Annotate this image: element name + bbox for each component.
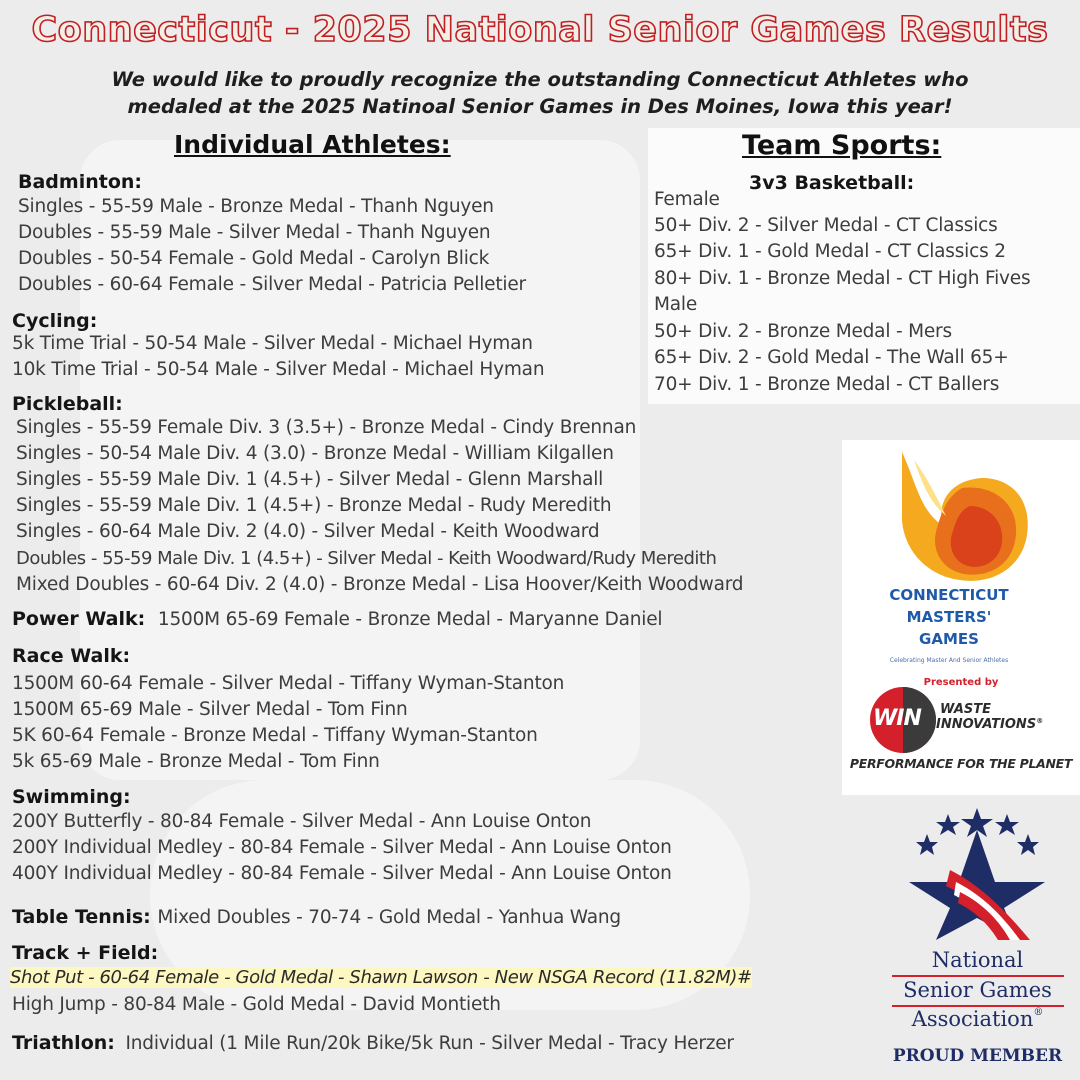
list-item: High Jump - 80-84 Male - Gold Medal - David Montieth [12,994,501,1015]
team-sports-header: Team Sports: [742,130,942,161]
list-item: Singles - 50-54 Male Div. 4 (3.0) - Bronze Medal - William Kilgallen [16,443,614,464]
ctmg-line1: CONNECTICUT [889,586,1009,604]
page-title: Connecticut - 2025 National Senior Games Results [31,10,1049,50]
swimming-label: Swimming: [12,786,131,808]
individual-athletes-header: Individual Athletes: [174,130,451,159]
nsga-logo [880,800,1075,1075]
list-item: 65+ Div. 1 - Gold Medal - CT Classics 2 [654,241,1006,262]
table-tennis-value: Mixed Doubles - 70-74 - Gold Medal - Yanhua Wang [157,907,621,928]
list-item: Doubles - 60-64 Female - Silver Medal - Patricia Pelletier [18,274,526,295]
list-item: 400Y Individual Medley - 80-84 Female - Silver Medal - Ann Louise Onton [12,863,672,884]
team-group-female: Female [654,189,720,210]
list-item: Doubles - 55-59 Male Div. 1 (4.5+) - Silver Medal - Keith Woodward/Rudy Meredith [16,548,717,569]
list-item: Shot Put - 60-64 Female - Gold Medal - Shawn Lawson - New NSGA Record (11.82M)# [10,967,752,988]
list-item: 1500M 65-69 Male - Silver Medal - Tom Finn [12,699,408,720]
list-item: Singles - 55-59 Male Div. 1 (4.5+) - Silver Medal - Glenn Marshall [16,469,604,490]
list-item: 1500M 60-64 Female - Silver Medal - Tiffany Wyman-Stanton [12,673,565,694]
list-item: Singles - 55-59 Male Div. 1 (4.5+) - Bronze Medal - Rudy Meredith [16,495,612,516]
triathlon-value: Individual (1 Mile Run/20k Bike/5k Run - Silver Medal - Tracy Herzer [125,1033,734,1054]
list-item: 70+ Div. 1 - Bronze Medal - CT Ballers [654,374,1000,395]
nsga-divider [892,975,1064,977]
list-item: Singles - 55-59 Female Div. 3 (3.5+) - Bronze Medal - Cindy Brennan [16,417,637,438]
list-item: 5K 60-64 Female - Bronze Medal - Tiffany Wyman-Stanton [12,725,538,746]
list-item: 65+ Div. 2 - Gold Medal - The Wall 65+ [654,347,1009,368]
win-text: WIN [873,706,921,731]
proud-member: PROUD MEMBER [892,1046,1063,1066]
nsga-line1: National [931,948,1024,972]
list-item: 50+ Div. 2 - Bronze Medal - Mers [654,321,952,342]
ctmg-line2: MASTERS' [906,608,992,626]
basketball-label: 3v3 Basketball: [749,172,915,194]
power-walk-value: 1500M 65-69 Female - Bronze Medal - Maryanne Daniel [157,609,663,630]
nsga-line2: Senior Games [903,978,1052,1002]
list-item: Mixed Doubles - 60-64 Div. 2 (4.0) - Bronze Medal - Lisa Hoover/Keith Woodward [16,574,744,595]
ctmg-logo [842,440,1080,795]
nsga-line3: Association® [911,1007,1044,1031]
list-item: Doubles - 55-59 Male - Silver Medal - Thanh Nguyen [18,222,491,243]
list-item: Singles - 60-64 Male Div. 2 (4.0) - Silver Medal - Keith Woodward [16,521,600,542]
list-item: 80+ Div. 1 - Bronze Medal - CT High Fives [654,268,1031,289]
waste-line2: INNOVATIONS® [936,717,1044,732]
race-walk-label: Race Walk: [12,645,131,667]
list-item: 200Y Individual Medley - 80-84 Female - Silver Medal - Ann Louise Onton [12,837,672,858]
waste-line1: WASTE [940,702,992,717]
ctmg-tagline: Celebrating Master And Senior Athletes [889,657,1009,664]
presented-by: Presented by [923,677,999,688]
badminton-label: Badminton: [18,171,143,193]
list-item: 10k Time Trial - 50-54 Male - Silver Medal - Michael Hyman [12,359,545,380]
list-item: 5k Time Trial - 50-54 Male - Silver Medal - Michael Hyman [12,333,533,354]
power-walk-label: Power Walk: 1500M 65-69 Female - Bronze Medal - Maryanne Daniel [12,608,663,630]
table-tennis-label: Table Tennis: Mixed Doubles - 70-74 - Gold Medal - Yanhua Wang [12,906,621,928]
list-item: 5k 65-69 Male - Bronze Medal - Tom Finn [12,751,380,772]
slogan: PERFORMANCE FOR THE PLANET [849,756,1073,771]
intro-text: We would like to proudly recognize the outstanding Connecticut Athletes who medaled at the 2025 Natinoal Senior Games in Des Moines, Iowa this year! [111,68,969,118]
track-field-label: Track + Field: [12,942,159,964]
list-item: 50+ Div. 2 - Silver Medal - CT Classics [654,215,998,236]
team-group-male: Male [654,294,698,315]
flame-icon [842,440,1080,590]
pickleball-label: Pickleball: [12,393,123,415]
star-logo-icon [880,800,1075,940]
cycling-label: Cycling: [12,310,98,332]
triathlon-label: Triathlon: Individual (1 Mile Run/20k Bike/5k Run - Silver Medal - Tracy Herzer [12,1032,734,1054]
list-item: Singles - 55-59 Male - Bronze Medal - Thanh Nguyen [18,196,494,217]
list-item: 200Y Butterfly - 80-84 Female - Silver Medal - Ann Louise Onton [12,811,592,832]
list-item: Doubles - 50-54 Female - Gold Medal - Carolyn Blick [18,248,490,269]
ctmg-line3: GAMES [919,630,979,648]
